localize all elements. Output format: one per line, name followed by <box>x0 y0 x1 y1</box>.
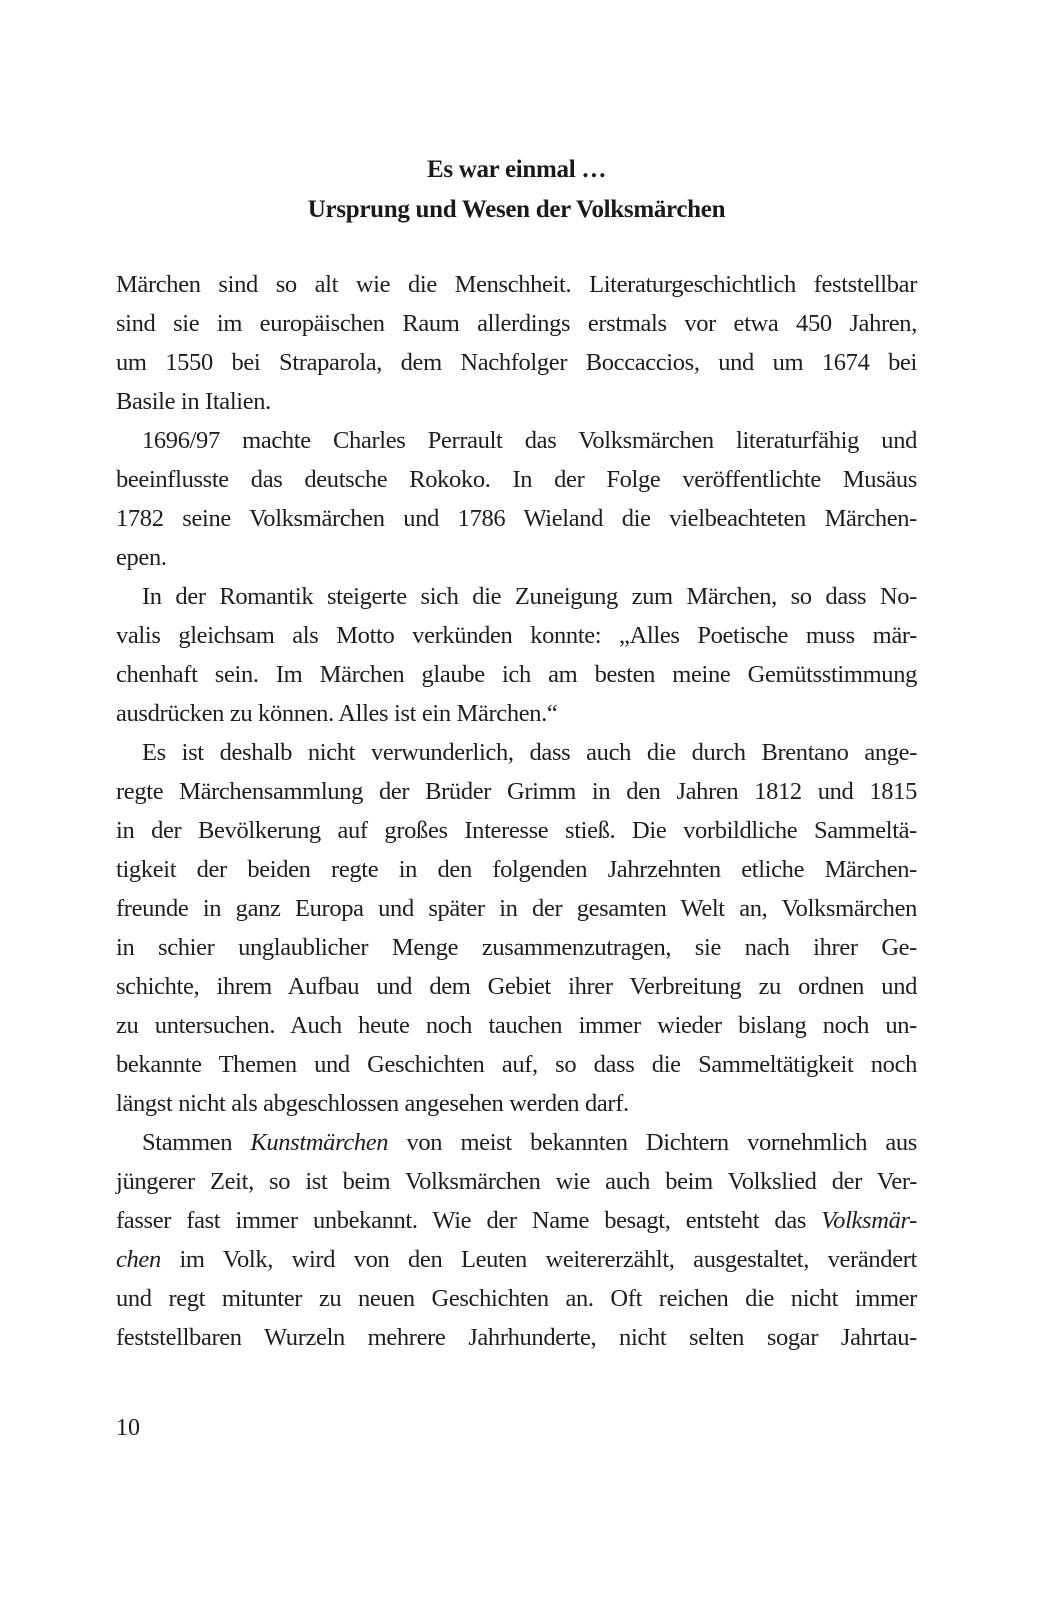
paragraph-2 <box>116 421 917 577</box>
text-line: Es ist deshalb nicht verwunderlich, dass auch die durch Brentano ange- <box>142 739 917 766</box>
text-line: jüngerer Zeit, so ist beim Volksmärchen wie auch beim Volkslied der Ver- <box>116 1168 917 1195</box>
text-line: freunde in ganz Europa und später in der gesamten Welt an, Volksmärchen <box>116 895 917 922</box>
text-line: bekannte Themen und Geschichten auf, so dass die Sammeltätigkeit noch <box>116 1051 917 1078</box>
italic-term: Kunstmärchen <box>250 1129 389 1156</box>
text-line: in schier unglaublicher Menge zusammenzutragen, sie nach ihrer Ge- <box>116 934 917 961</box>
text-line: 1696/97 machte Charles Perrault das Volksmärchen literaturfähig und <box>142 427 917 454</box>
text-line: und regt mitunter zu neuen Geschichten an. Oft reichen die nicht immer <box>116 1285 917 1312</box>
text-line: feststellbaren Wurzeln mehrere Jahrhunderte, nicht selten sogar Jahrtau- <box>116 1324 917 1351</box>
text-line: In der Romantik steigerte sich die Zuneigung zum Märchen, so dass No- <box>142 583 917 610</box>
text-line: beeinflusste das deutsche Rokoko. In der Folge veröffentlichte Musäus <box>116 466 917 493</box>
text-line: Märchen sind so alt wie die Menschheit. Literaturgeschichtlich feststellbar <box>116 271 917 298</box>
text-line: regte Märchensammlung der Brüder Grimm in den Jahren 1812 und 1815 <box>116 778 917 805</box>
text-line: Stammen Kunstmärchen von meist bekannten Dichtern vornehmlich aus <box>142 1129 917 1156</box>
paragraph-1 <box>116 265 917 421</box>
paragraph-4 <box>116 733 917 1123</box>
text-line: um 1550 bei Straparola, dem Nachfolger Boccaccios, und um 1674 bei <box>116 349 917 376</box>
text-line: valis gleichsam als Motto verkünden konnte: „Alles Poetische muss mär- <box>116 622 917 649</box>
italic-term: chen <box>116 1246 161 1273</box>
text-line: zu untersuchen. Auch heute noch tauchen immer wieder bislang noch un- <box>116 1012 917 1039</box>
text-line: schichte, ihrem Aufbau und dem Gebiet ihrer Verbreitung zu ordnen und <box>116 973 917 1000</box>
body-text <box>116 265 917 1357</box>
text-line: chen im Volk, wird von den Leuten weitererzählt, ausgestaltet, verändert <box>116 1246 917 1273</box>
text-line: sind sie im europäischen Raum allerdings erstmals vor etwa 450 Jahren, <box>116 310 917 337</box>
chapter-subtitle: Ursprung und Wesen der Volksmärchen <box>307 196 726 223</box>
text-line: 1782 seine Volksmärchen und 1786 Wieland die vielbeachteten Märchen- <box>116 505 917 532</box>
text-line: chenhaft sein. Im Märchen glaube ich am besten meine Gemütsstimmung <box>116 661 917 688</box>
text-line: in der Bevölkerung auf großes Interesse stieß. Die vorbildliche Sammeltä- <box>116 817 917 844</box>
text-line: tigkeit der beiden regte in den folgenden Jahrzehnten etliche Märchen- <box>116 856 917 883</box>
italic-term: Volksmär- <box>821 1207 917 1234</box>
page-number: 10 <box>116 1415 140 1441</box>
paragraph-3 <box>116 577 917 733</box>
text-line: Basile in Italien. <box>116 388 271 415</box>
text-line: fasser fast immer unbekannt. Wie der Name besagt, entsteht das Volksmär- <box>116 1207 917 1234</box>
paragraph-5 <box>116 1123 917 1357</box>
chapter-title: Es war einmal … <box>426 156 607 183</box>
text-line: epen. <box>116 544 167 571</box>
text-line: längst nicht als abgeschlossen angesehen werden darf. <box>116 1090 629 1117</box>
text-line: ausdrücken zu können. Alles ist ein Märchen.“ <box>116 700 558 727</box>
